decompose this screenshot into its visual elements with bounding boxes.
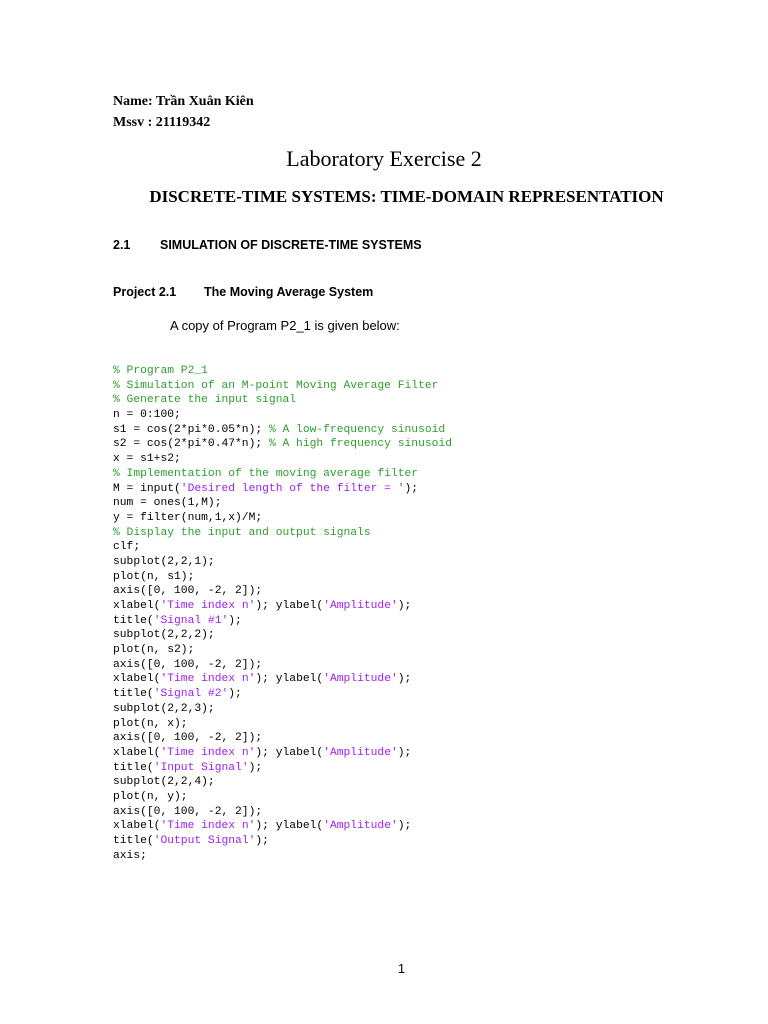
code-text: ); ylabel( [255, 673, 324, 686]
code-string: 'Amplitude' [323, 673, 398, 686]
code-text: plot(n, x); [113, 717, 188, 730]
code-text: title( [113, 835, 154, 847]
code-line [113, 511, 452, 526]
code-text: M = input( [113, 482, 181, 495]
code-line [113, 643, 452, 658]
code-string: 'Time index n' [160, 746, 256, 759]
code-line [113, 408, 452, 423]
code-listing [113, 364, 452, 863]
code-line [113, 467, 452, 482]
section-title: SIMULATION OF DISCRETE-TIME SYSTEMS [160, 238, 422, 252]
code-comment: % Generate the input signal [113, 394, 297, 407]
code-text: num = ones(1,M); [113, 497, 222, 510]
code-line [113, 702, 452, 717]
code-text: title( [113, 688, 154, 701]
code-string: 'Output Signal' [153, 835, 256, 847]
code-text: ); [248, 761, 263, 774]
document-title: Laboratory Exercise 2 [286, 146, 482, 171]
code-line [113, 805, 452, 820]
code-text: subplot(2,2,1); [113, 555, 215, 568]
code-text: title( [113, 614, 154, 627]
code-line [113, 849, 452, 864]
code-string: 'Time index n' [160, 820, 256, 833]
code-line [113, 628, 452, 643]
code-line [113, 761, 452, 776]
code-line [113, 790, 452, 805]
code-text: axis([0, 100, -2, 2]); [113, 658, 263, 671]
code-string: 'Time index n' [160, 600, 256, 612]
code-line [113, 731, 452, 746]
code-line [113, 555, 452, 570]
code-text: ); ylabel( [255, 600, 324, 612]
code-line [113, 364, 452, 379]
code-text: y = filter(num,1,x)/M; [113, 511, 263, 524]
intro-paragraph: A copy of Program P2_1 is given below: [170, 318, 400, 333]
code-line [113, 672, 452, 687]
code-text: ); [397, 673, 412, 686]
code-line [113, 584, 452, 599]
code-line [113, 775, 452, 790]
code-text: subplot(2,2,4); [113, 776, 215, 789]
code-comment: % Simulation of an M-point Moving Average Filter [113, 379, 439, 392]
code-text: subplot(2,2,2); [113, 629, 215, 642]
code-string: 'Signal #2' [153, 688, 229, 701]
code-comment: % Program P2_1 [113, 365, 208, 377]
code-text: xlabel( [113, 820, 161, 833]
code-line [113, 437, 452, 452]
code-string: 'Amplitude' [323, 820, 398, 833]
code-text: ); [397, 820, 412, 833]
code-string: 'Signal #1' [153, 614, 229, 627]
code-text: ); [397, 746, 412, 759]
code-line [113, 482, 452, 497]
code-text: axis([0, 100, -2, 2]); [113, 732, 263, 745]
code-line [113, 746, 452, 761]
code-line [113, 393, 452, 408]
document-subtitle: DISCRETE-TIME SYSTEMS: TIME-DOMAIN REPRESENTATION [149, 187, 664, 206]
code-line [113, 687, 452, 702]
section-number: 2.1 [113, 238, 131, 252]
code-comment: % Display the input and output signals [113, 526, 371, 539]
author-name: Name: Trần Xuân Kiên [113, 94, 254, 109]
code-string: 'Time index n' [160, 673, 256, 686]
project-label: Project 2.1 [113, 285, 177, 299]
code-text: ); [228, 614, 242, 627]
code-text: xlabel( [113, 746, 161, 759]
code-line [113, 379, 452, 394]
code-comment: % A high frequency sinusoid [268, 438, 452, 451]
project-title: The Moving Average System [204, 285, 374, 299]
code-comment: % Implementation of the moving average filter [113, 467, 419, 480]
code-line [113, 717, 452, 732]
code-text: clf; [113, 541, 141, 554]
code-line [113, 540, 452, 555]
code-line [113, 496, 452, 511]
code-text: xlabel( [113, 600, 161, 612]
code-line [113, 834, 452, 849]
code-text: axis; [113, 849, 147, 862]
code-line [113, 423, 452, 438]
code-text: axis([0, 100, -2, 2]); [113, 585, 263, 598]
code-text: ); [397, 600, 412, 612]
code-line [113, 819, 452, 834]
code-text: plot(n, y); [113, 790, 188, 803]
code-string: 'Amplitude' [323, 746, 398, 759]
code-line [113, 614, 452, 629]
code-line [113, 599, 452, 614]
code-string: 'Desired length of the filter = ' [180, 482, 405, 495]
code-text: ); [228, 688, 242, 701]
code-line [113, 452, 452, 467]
code-text: subplot(2,2,3); [113, 702, 215, 715]
page-number: 1 [397, 961, 406, 976]
code-text: ); ylabel( [255, 820, 324, 833]
code-text: plot(n, s2); [113, 644, 195, 657]
code-text: xlabel( [113, 673, 161, 686]
code-text: ); [404, 482, 419, 495]
code-text: n = 0:100; [113, 409, 181, 422]
code-line [113, 570, 452, 585]
code-text: axis([0, 100, -2, 2]); [113, 805, 263, 818]
student-id: Mssv : 21119342 [113, 115, 211, 130]
code-string: 'Amplitude' [323, 600, 398, 612]
code-text: s2 = cos(2*pi*0.47*n); [113, 438, 269, 451]
code-line [113, 526, 452, 541]
code-string: 'Input Signal' [153, 761, 249, 774]
code-text: ); [255, 835, 269, 847]
code-text: x = s1+s2; [113, 453, 181, 466]
code-text: plot(n, s1); [113, 570, 195, 583]
code-text: ); ylabel( [255, 746, 324, 759]
code-text: s1 = cos(2*pi*0.05*n); [113, 423, 269, 436]
code-line [113, 658, 452, 673]
code-text: title( [113, 761, 154, 774]
code-comment: % A low-frequency sinusoid [268, 423, 446, 436]
